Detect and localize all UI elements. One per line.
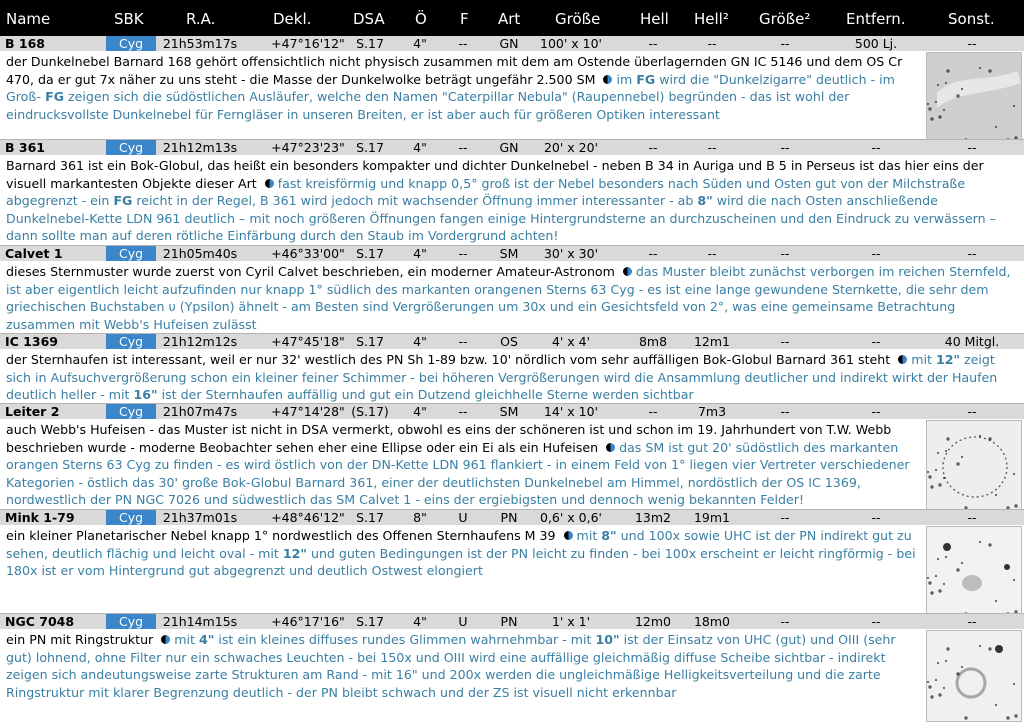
cell-size: 4' x 4' — [551, 334, 591, 349]
col-size: Größe — [555, 10, 601, 28]
observation-text: 4" — [198, 632, 215, 647]
observation-text: FG — [113, 193, 133, 208]
observation-icon — [898, 355, 907, 364]
constellation-badge: Cyg — [106, 140, 156, 155]
object-description — [6, 263, 1016, 333]
observation-text: zeigt sich in Aufsuchvergrößerung schon ein kleiner feiner Schimmer - bei höheren Vergrößerungen wird die Ansammlung deutlicher und indirekt wirkt der Haufen deutlich heller - mit — [6, 352, 998, 402]
cell-hell2: 18m0 — [693, 614, 731, 629]
col-size2: Größe² — [759, 10, 811, 28]
cell-ra: 21h12m12s — [162, 334, 238, 349]
description-text: der Dunkelnebel Barnard 168 gehört offensichtlich nicht physisch zusammen mit dem am Ostende überlagernden GN IC 5146 und dem OS Cr 470, da er gut 7x näher zu uns steht - die Masse der Dunkelwolke beträgt ungefähr 2.500 SM — [6, 54, 903, 87]
observation-text: und guten Bedingungen ist der PN leicht zu finden - bei 100x erscheint er leicht ringförmig - bei 180x ist er vom Hintergrund gut abgegrenzt und deutlich Ostwest elongiert — [6, 545, 916, 578]
object-description — [6, 631, 918, 701]
object-thumbnail — [926, 52, 1022, 140]
cell-dec: +48°46'12" — [271, 510, 345, 525]
table-row — [0, 246, 1024, 261]
table-row — [0, 140, 1024, 155]
cell-dsa: S.17 — [356, 614, 384, 629]
cell-oe: 4" — [413, 334, 427, 349]
observation-text: 16" — [133, 387, 158, 402]
col-other: Sonst. — [948, 10, 995, 28]
cell-dsa: S.17 — [356, 140, 384, 155]
cell-hell2: -- — [707, 246, 717, 261]
cell-art: SM — [499, 246, 519, 261]
cell-dist: -- — [871, 334, 881, 349]
cell-art: SM — [499, 404, 519, 419]
cell-other: 40 Mitgl. — [944, 334, 1000, 349]
cell-ra: 21h07m47s — [162, 404, 238, 419]
cell-dist: -- — [871, 246, 881, 261]
cell-hell2: -- — [707, 140, 717, 155]
cell-dist: 500 Lj. — [854, 36, 898, 51]
cell-size: 14' x 10' — [543, 404, 599, 419]
cell-f: -- — [458, 36, 468, 51]
table-row — [0, 404, 1024, 419]
row-separator — [0, 333, 1024, 334]
observation-text: im — [616, 71, 633, 87]
cell-hell: -- — [648, 404, 658, 419]
constellation-badge: Cyg — [106, 404, 156, 419]
description-text: der Sternhaufen ist interessant, weil er nur 32' westlich des PN Sh 1-89 bzw. 10' nördlich vom sehr auffälligen Bok-Globul Barnard 361 steht — [6, 352, 891, 367]
object-description — [6, 421, 918, 509]
description-text: dieses Sternmuster wurde zuerst von Cyril Calvet beschrieben, ein moderner Amateur-Astronom — [6, 264, 615, 279]
table-row — [0, 510, 1024, 525]
cell-other: -- — [967, 404, 977, 419]
constellation-badge: Cyg — [106, 246, 156, 261]
observation-text: mit — [576, 528, 598, 543]
observation-text: 10" — [595, 632, 620, 647]
cell-dec: +46°33'00" — [271, 246, 345, 261]
col-oe: Ö — [415, 10, 427, 28]
observation-icon — [603, 75, 612, 84]
description-text: auch Webb's Hufeisen - das Muster ist nicht in DSA vermerkt, obwohl es eins der schöneren ist und schon im 19. Jahrhundert von T.W. Webb beschrieben wurde - moderne Beobachter sehen eher eine Ellipse oder ein Ei als ein Hufeisen — [6, 422, 892, 455]
observation-text: mit — [911, 352, 932, 367]
cell-size2: -- — [780, 510, 790, 525]
cell-hell: 12m0 — [634, 614, 672, 629]
row-separator — [0, 613, 1024, 614]
col-dsa: DSA — [353, 10, 385, 28]
cell-size2: -- — [780, 614, 790, 629]
cell-size: 100' x 10' — [540, 36, 602, 51]
observation-text: wird die nach Osten anschließende Dunkelnebel-Kette LDN 961 deutlich – mit noch größeren Öffnungen fangen einige Hintergrundsterne an durchzuscheinen und den Eindruck zu verwässern – dann sollte man auf deren rötliche Einfärbung durch den Staub im Vordergrund achten! — [6, 193, 996, 243]
observation-text: FG — [636, 71, 656, 87]
cell-ra: 21h37m01s — [162, 510, 238, 525]
cell-other: -- — [967, 36, 977, 51]
col-sbk: SBK — [114, 10, 144, 28]
col-dist: Entfern. — [846, 10, 906, 28]
observation-icon — [564, 531, 573, 540]
cell-oe: 4" — [413, 614, 427, 629]
cell-hell: -- — [648, 36, 658, 51]
cell-dsa: S.17 — [356, 510, 384, 525]
cell-dsa: S.17 — [356, 36, 384, 51]
cell-size: 30' x 30' — [543, 246, 599, 261]
cell-size2: -- — [780, 36, 790, 51]
observation-icon — [623, 267, 632, 276]
cell-dist: -- — [871, 510, 881, 525]
constellation-badge: Cyg — [106, 614, 156, 629]
cell-hell2: 12m1 — [693, 334, 731, 349]
cell-other: -- — [967, 140, 977, 155]
col-hell2: Hell² — [694, 10, 729, 28]
cell-oe: 8" — [413, 510, 427, 525]
observation-text: reicht in der Regel, B 361 wird jedoch mit wachsender Öffnung immer interessanter - ab — [136, 193, 694, 208]
cell-ra: 21h53m17s — [162, 36, 238, 51]
cell-art: PN — [500, 614, 518, 629]
col-ra: R.A. — [186, 10, 216, 28]
cell-other: -- — [967, 614, 977, 629]
observation-text: fast kreisförmig und knapp 0,5° groß ist der Nebel besonders nach Süden und Osten gut von der Milchstraße abgegrenzt - ein — [6, 175, 966, 208]
object-description — [6, 527, 918, 580]
cell-dist: -- — [871, 140, 881, 155]
cell-hell: -- — [648, 246, 658, 261]
cell-dec: +47°14'28" — [271, 404, 345, 419]
table-row — [0, 36, 1024, 51]
col-name: Name — [6, 10, 51, 28]
col-dec: Dekl. — [273, 10, 312, 28]
observation-text: ist der Sternhaufen auffällig und gut ein Dutzend gleichhelle Sterne werden sichtbar — [161, 387, 694, 402]
observation-text: 8" — [697, 193, 713, 208]
cell-art: GN — [499, 140, 519, 155]
cell-ra: 21h05m40s — [162, 246, 238, 261]
description-text: ein kleiner Planetarischer Nebel knapp 1° nordwestlich des Offenen Sternhaufens M 39 — [6, 528, 556, 543]
cell-dist: -- — [871, 614, 881, 629]
cell-other: -- — [967, 510, 977, 525]
constellation-badge: Cyg — [106, 510, 156, 525]
observation-text: und 100x sowie UHC ist der PN indirekt gut zu sehen, deutlich flächig und leicht oval - mit — [6, 528, 912, 561]
col-art: Art — [498, 10, 521, 28]
cell-oe: 4" — [413, 140, 427, 155]
col-f: F — [460, 10, 469, 28]
observation-text: das SM ist gut 20' südöstlich des markanten orangen Sterns 63 Cyg zu finden - es wird östlich von der DN-Kette LDN 961 flankiert - in einem Feld von 1° liegen vier Vertreter verschiedener Kategorien - östlich das 30' große Bok-Globul Barnard 361, einer der deutlichsten Dunkelnebel am Himmel, nordöstlich der OS IC 1369, nordwestlich der PN NGC 7026 und südwestlich das SM Calvet 1 - eins der ergiebigsten und dennoch wenig bekannten Felder! — [6, 439, 910, 507]
cell-f: -- — [458, 140, 468, 155]
cell-name: Mink 1-79 — [5, 510, 75, 525]
cell-name: IC 1369 — [5, 334, 58, 349]
observation-text: ist der Einsatz von UHC (gut) und OIII (sehr gut) lohnend, ohne Filter nur ein schwaches Leuchten - bei 150x und OIII wird eine auffällige gleichmäßig diffuse Scheibe sichtbar - indirekt zeigen sich andeutungsweise zarte Strukturen am Rand - mit 16" und 200x werden die ungleichmäßige Helligkeitsverteilung und die zarte Ringstruktur mit klarer Begrenzung deutlich - der PN bleibt schwach und der ZS ist visuell nicht erkennbar — [6, 632, 896, 700]
cell-hell: 13m2 — [634, 510, 672, 525]
cell-size: 1' x 1' — [551, 614, 591, 629]
col-hell: Hell — [640, 10, 669, 28]
cell-size: 0,6' x 0,6' — [540, 510, 602, 525]
cell-name: B 168 — [5, 36, 45, 51]
cell-f: -- — [458, 334, 468, 349]
observation-text: das Muster bleibt zunächst verborgen im reichen Sternfeld, ist aber eigentlich leicht aufzufinden nur knapp 1° südlich des markanten orangenen Sterns 63 Cyg - es ist eine lange gewundene Sternkette, die sehr dem griechischen Buchstaben υ (Ypsilon) ähnelt - am Besten sind Vergrößerungen um 30x und ein Gesichtsfeld von 2°, was eine gemeinsame Betrachtung zusammen mit Webb's Hufeisen zulässt — [6, 264, 1011, 332]
cell-oe: 4" — [413, 404, 427, 419]
cell-dist: -- — [871, 404, 881, 419]
cell-f: U — [458, 614, 468, 629]
observation-icon — [161, 635, 170, 644]
observation-text: mit — [174, 632, 195, 647]
row-separator — [0, 403, 1024, 404]
table-row — [0, 614, 1024, 629]
cell-oe: 4" — [413, 36, 427, 51]
table-row — [0, 334, 1024, 349]
cell-other: -- — [967, 246, 977, 261]
observation-text: 12" — [282, 545, 307, 561]
cell-f: -- — [458, 246, 468, 261]
row-separator — [0, 245, 1024, 246]
cell-hell2: 7m3 — [697, 404, 727, 419]
observation-text: 12" — [935, 352, 961, 367]
cell-name: NGC 7048 — [5, 614, 75, 629]
row-separator — [0, 509, 1024, 510]
cell-size2: -- — [780, 140, 790, 155]
cell-hell2: -- — [707, 36, 717, 51]
cell-size: 20' x 20' — [543, 140, 599, 155]
cell-name: Calvet 1 — [5, 246, 63, 261]
cell-f: U — [458, 510, 468, 525]
table-header — [0, 0, 1024, 36]
observation-icon — [265, 179, 274, 188]
object-description — [6, 351, 1016, 404]
cell-ra: 21h12m13s — [162, 140, 238, 155]
cell-name: Leiter 2 — [5, 404, 60, 419]
object-thumbnail — [926, 630, 1022, 722]
cell-f: -- — [458, 404, 468, 419]
observation-text: FG — [45, 89, 65, 104]
cell-dsa: (S.17) — [351, 404, 389, 419]
cell-art: PN — [500, 510, 518, 525]
observation-text: wird die "Dunkelzigarre" deutlich - im Groß- — [6, 71, 895, 104]
observation-text: zeigen sich die südöstlichen Ausläufer, welche den Namen "Caterpillar Nebula" (Raupennebel) begründen - das ist wohl der eindrucksvollste Dunkelnebel für Ferngläser in unseren Breiten, er ist aber auch für größeren Optiken interessant — [6, 89, 850, 122]
cell-dec: +47°23'23" — [271, 140, 345, 155]
cell-dec: +47°45'18" — [271, 334, 345, 349]
cell-size2: -- — [780, 246, 790, 261]
cell-art: OS — [500, 334, 518, 349]
cell-art: GN — [499, 36, 519, 51]
cell-dsa: S.17 — [356, 246, 384, 261]
constellation-badge: Cyg — [106, 334, 156, 349]
cell-hell: 8m8 — [638, 334, 668, 349]
object-description — [6, 157, 1016, 245]
cell-dec: +46°17'16" — [271, 614, 345, 629]
cell-size2: -- — [780, 404, 790, 419]
cell-oe: 4" — [413, 246, 427, 261]
object-thumbnail — [926, 420, 1022, 510]
cell-size2: -- — [780, 334, 790, 349]
observation-text: 8" — [601, 528, 617, 543]
cell-hell2: 19m1 — [693, 510, 731, 525]
row-separator — [0, 139, 1024, 140]
cell-dec: +47°16'12" — [271, 36, 345, 51]
description-text: ein PN mit Ringstruktur — [6, 632, 154, 647]
object-description — [6, 53, 918, 123]
observation-text: ist ein kleines diffuses rundes Glimmen wahrnehmbar - mit — [218, 632, 592, 647]
cell-name: B 361 — [5, 140, 45, 155]
cell-hell: -- — [648, 140, 658, 155]
cell-dsa: S.17 — [356, 334, 384, 349]
constellation-badge: Cyg — [106, 36, 156, 51]
observation-icon — [606, 443, 615, 452]
cell-ra: 21h14m15s — [162, 614, 238, 629]
description-text: Barnard 361 ist ein Bok-Globul, das heißt ein besonders kompakter und dichter Dunkelnebel - neben B 34 in Auriga und B 5 in Perseus ist das hier eins der visuell markantesten Objekte dieser Art — [6, 158, 984, 191]
